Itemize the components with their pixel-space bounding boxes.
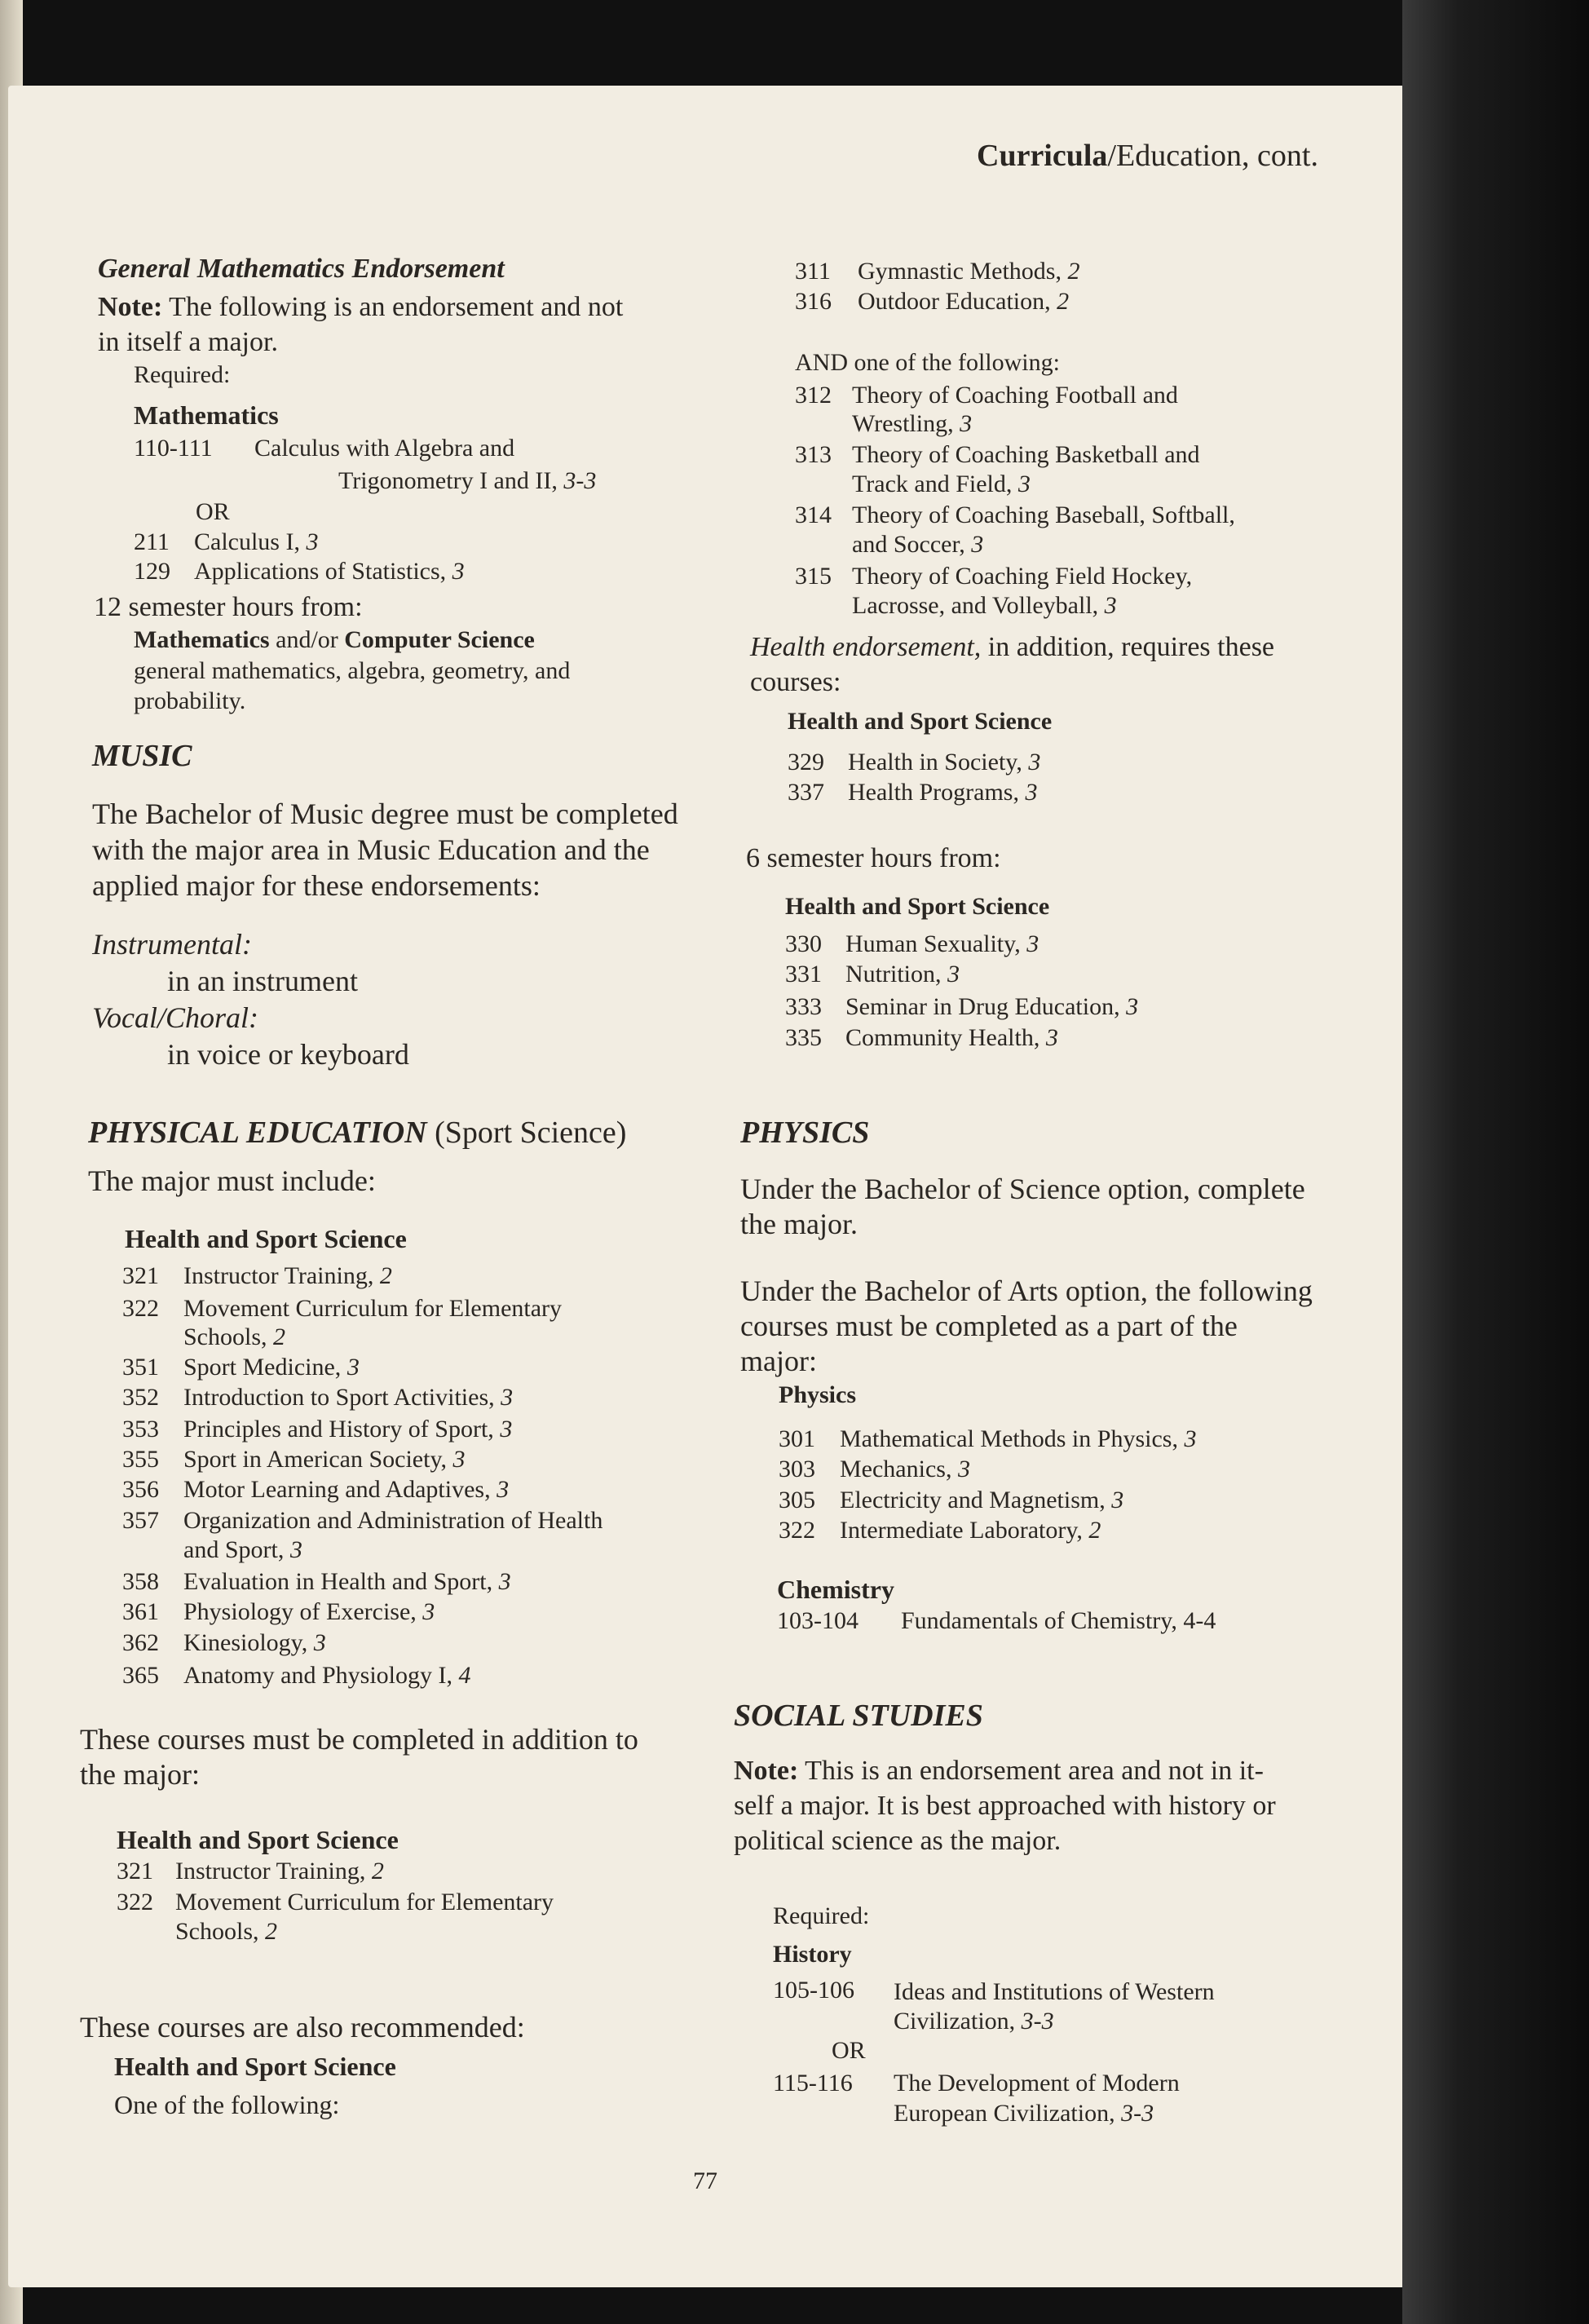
course-title-cont: [852, 594, 1117, 618]
title-text: and Sport,: [183, 1536, 285, 1563]
music-title: MUSIC: [92, 739, 192, 773]
addl-paragraph-cont: the major:: [80, 1758, 200, 1791]
course-title: Theory of Coaching Basketball and: [852, 441, 1200, 468]
course-title: Movement Curriculum for Elementary: [183, 1295, 563, 1322]
credits: 3: [960, 410, 973, 437]
social-studies-title: SOCIAL STUDIES: [734, 1699, 983, 1733]
note-label: Note:: [98, 292, 163, 322]
course-title-cont: [852, 532, 983, 557]
title-text: Wrestling,: [852, 410, 954, 437]
course-number: 353: [122, 1416, 159, 1443]
course-number: 301: [779, 1425, 815, 1452]
book-cover-edge: [1402, 0, 1589, 2324]
gme-title: General Mathematics Endorsement: [98, 254, 505, 284]
credits: 3: [497, 1476, 510, 1503]
hss-heading: Health and Sport Science: [125, 1224, 407, 1253]
credits: 2: [265, 1918, 278, 1945]
course-title: The Development of Modern: [894, 2070, 1180, 2096]
title-text: Introduction to Sport Activities,: [183, 1384, 495, 1411]
credits: 2: [273, 1323, 286, 1350]
course-number: 129: [134, 558, 170, 585]
hss-heading: Health and Sport Science: [788, 708, 1053, 735]
credits: 3: [1028, 749, 1041, 775]
pe-title-sub: (Sport Science): [426, 1116, 627, 1150]
credits: 2: [1057, 288, 1070, 315]
addl-paragraph: These courses must be completed in addition to: [80, 1723, 638, 1756]
credits: 3: [422, 1598, 435, 1625]
chemistry-heading: Chemistry: [777, 1575, 894, 1604]
credits: 2: [371, 1858, 384, 1884]
course-title: Calculus with Algebra and: [254, 435, 515, 462]
ss-note-line1: [734, 1757, 1264, 1785]
hss-heading: Health and Sport Science: [117, 1825, 399, 1854]
credits: 3-3: [1121, 2100, 1154, 2127]
music-paragraph: applied major for these endorsements:: [92, 869, 541, 902]
health-paragraph-cont: courses:: [750, 667, 841, 697]
title-text: Nutrition,: [845, 961, 942, 987]
course-number: 351: [122, 1354, 159, 1381]
course-title: [183, 1417, 512, 1442]
course-number: 105-106: [773, 1977, 854, 2004]
course-title-cont: [852, 412, 972, 436]
course-title: [183, 1663, 471, 1688]
course-title: [840, 1518, 1101, 1543]
course-number: 321: [117, 1858, 153, 1884]
course-title: [183, 1447, 466, 1472]
course-title-cont: [175, 1920, 277, 1944]
required-label: Required:: [134, 361, 231, 388]
music-paragraph: The Bachelor of Music degree must be completed: [92, 797, 678, 830]
course-title-cont: [894, 2101, 1154, 2126]
credits: 3: [498, 1568, 511, 1595]
course-number: 322: [117, 1889, 153, 1915]
gme-note-line1: [98, 294, 623, 321]
course-title: [858, 289, 1069, 314]
course-title: [183, 1600, 435, 1624]
running-header: [977, 140, 1318, 171]
credits: 3: [500, 1416, 513, 1443]
hss-heading: Health and Sport Science: [785, 893, 1050, 920]
required-label: Required:: [773, 1902, 870, 1929]
credits: 3: [452, 1446, 466, 1473]
one-of-label: One of the following:: [114, 2090, 340, 2119]
title-text: Physiology of Exercise,: [183, 1598, 417, 1625]
course-number: 313: [795, 441, 832, 468]
and-one-label: AND one of the following:: [795, 349, 1060, 376]
cs-label: Computer Science: [344, 626, 535, 653]
course-number: 331: [785, 961, 822, 987]
course-title: [183, 1264, 392, 1288]
course-title: Theory of Coaching Baseball, Softball,: [852, 501, 1235, 528]
header-curricula: Curricula: [977, 139, 1108, 173]
course-number: 352: [122, 1384, 159, 1411]
title-text: Sport Medicine,: [183, 1354, 342, 1381]
course-number: 321: [122, 1262, 159, 1289]
history-heading: History: [773, 1941, 852, 1968]
credits: 3: [1026, 930, 1039, 957]
gme-note-line2: in itself a major.: [98, 327, 278, 357]
title-text: Seminar in Drug Education,: [845, 993, 1120, 1020]
title-text: Human Sexuality,: [845, 930, 1021, 957]
course-title: Organization and Administration of Health: [183, 1507, 603, 1534]
title-text: and Soccer,: [852, 531, 965, 558]
title-text: Mechanics,: [840, 1456, 952, 1482]
credits: 3: [289, 1536, 302, 1563]
course-title: [858, 259, 1079, 284]
title-text: Motor Learning and Adaptives,: [183, 1476, 491, 1503]
course-title: [183, 1385, 513, 1410]
pe-must-include: The major must include:: [88, 1164, 376, 1197]
recommended-label: These courses are also recommended:: [80, 2011, 525, 2043]
title-text: Health Programs,: [848, 779, 1019, 806]
course-title: [840, 1457, 970, 1482]
title-text: Anatomy and Physiology I,: [183, 1662, 452, 1689]
course-title: [194, 559, 465, 584]
health-italic: Health endorsement,: [750, 632, 982, 662]
course-number: 362: [122, 1629, 159, 1656]
ba-paragraph-cont: major:: [740, 1345, 817, 1377]
credits: 3: [1045, 1024, 1058, 1051]
course-number: 329: [788, 749, 824, 775]
course-title: Ideas and Institutions of Western: [894, 1978, 1215, 2005]
course-title: [183, 1570, 511, 1594]
title-text: Principles and History of Sport,: [183, 1416, 494, 1443]
credits: 3: [346, 1354, 360, 1381]
credits: 4: [458, 1662, 471, 1689]
course-number: 335: [785, 1024, 822, 1051]
course-title: Fundamentals of Chemistry, 4-4: [901, 1607, 1216, 1634]
title-text: Track and Field,: [852, 471, 1013, 497]
health-paragraph: [750, 634, 1274, 661]
course-number: 333: [785, 993, 822, 1020]
course-title-cont: [338, 469, 596, 493]
credits: 3: [1111, 1487, 1124, 1513]
credits: 3: [501, 1384, 514, 1411]
note-text: This is an endorsement area and not in it-: [798, 1756, 1264, 1786]
credits: 3: [947, 961, 960, 987]
title-text: Evaluation in Health and Sport,: [183, 1568, 493, 1595]
instrumental-desc: in an instrument: [167, 965, 358, 997]
hss-heading: Health and Sport Science: [114, 2052, 396, 2081]
course-number: 115-116: [773, 2070, 853, 2096]
title-text: Lacrosse, and Volleyball,: [852, 592, 1099, 619]
course-number: 312: [795, 382, 832, 409]
title-text: Applications of Statistics,: [194, 558, 447, 585]
course-number: 365: [122, 1662, 159, 1689]
vocal-label: Vocal/Choral:: [92, 1001, 258, 1034]
title-text: Instructor Training,: [175, 1858, 366, 1884]
course-number: 103-104: [777, 1607, 859, 1634]
credits: 3: [1126, 993, 1139, 1020]
course-title: [194, 530, 318, 554]
bs-paragraph-cont: the major.: [740, 1208, 858, 1240]
math-cs-desc-cont: probability.: [134, 687, 246, 714]
course-number: 305: [779, 1487, 815, 1513]
header-rest: /Education, cont.: [1107, 139, 1318, 173]
physics-title: PHYSICS: [740, 1116, 870, 1150]
course-number: 337: [788, 779, 824, 806]
credits: 2: [379, 1262, 392, 1289]
course-number: 311: [795, 258, 831, 285]
or-label: OR: [196, 498, 230, 525]
title-text: Civilization,: [894, 2008, 1016, 2035]
course-number: 355: [122, 1446, 159, 1473]
credits: 3: [452, 558, 465, 585]
title-text: Calculus I,: [194, 528, 300, 555]
health-rest: in addition, requires these: [981, 632, 1275, 662]
or-label: OR: [832, 2037, 866, 2064]
title-text: Community Health,: [845, 1024, 1040, 1051]
physics-heading: Physics: [779, 1381, 857, 1408]
vocal-desc: in voice or keyboard: [167, 1038, 409, 1071]
title-text: Schools,: [183, 1323, 267, 1350]
course-title: [183, 1478, 509, 1502]
title-text: Schools,: [175, 1918, 259, 1945]
course-title: [845, 995, 1138, 1019]
title-text: Health in Society,: [848, 749, 1022, 775]
math-label: Mathematics: [134, 626, 270, 653]
credits: 3: [1017, 471, 1031, 497]
credits: 3: [1104, 592, 1117, 619]
course-number: 356: [122, 1476, 159, 1503]
title-text: Sport in American Society,: [183, 1446, 447, 1473]
course-title-cont: [183, 1538, 302, 1562]
six-semester-label: 6 semester hours from:: [746, 843, 1001, 873]
course-number: 330: [785, 930, 822, 957]
course-number: 316: [795, 288, 832, 315]
credits: 3: [306, 528, 319, 555]
course-number: 211: [134, 528, 170, 555]
pe-title: [88, 1117, 626, 1148]
semester-hours-label: 12 semester hours from:: [94, 592, 363, 622]
course-title: [845, 932, 1039, 957]
title-text: Instructor Training,: [183, 1262, 374, 1289]
credits: 3: [957, 1456, 970, 1482]
title-text: Outdoor Education,: [858, 288, 1051, 315]
bs-paragraph: Under the Bachelor of Science option, complete: [740, 1173, 1305, 1205]
credits: 3: [1025, 779, 1038, 806]
ba-paragraph-cont: courses must be completed as a part of the: [740, 1310, 1238, 1342]
credits: 3: [1184, 1425, 1197, 1452]
course-title: [175, 1859, 384, 1884]
course-title-cont: [852, 472, 1031, 497]
course-number: 315: [795, 563, 832, 590]
course-title: [848, 780, 1037, 805]
title-text: Electricity and Magnetism,: [840, 1487, 1106, 1513]
course-number: 110-111: [134, 435, 213, 462]
course-title: [840, 1488, 1123, 1513]
credits: 2: [1067, 258, 1080, 285]
course-title: Movement Curriculum for Elementary: [175, 1889, 554, 1915]
instrumental-label: Instrumental:: [92, 928, 252, 961]
title-text: Kinesiology,: [183, 1629, 308, 1656]
pe-title-main: PHYSICAL EDUCATION: [88, 1116, 427, 1150]
course-number: 314: [795, 501, 832, 528]
course-number: 357: [122, 1507, 159, 1534]
course-number: 358: [122, 1568, 159, 1595]
credits: 3: [971, 531, 984, 558]
note-text: The following is an endorsement and not: [162, 292, 624, 322]
title-text: Mathematical Methods in Physics,: [840, 1425, 1178, 1452]
page-number: 77: [693, 2167, 717, 2194]
title-text: Gymnastic Methods,: [858, 258, 1062, 285]
course-title: Theory of Coaching Field Hockey,: [852, 563, 1193, 590]
course-number: 303: [779, 1456, 815, 1482]
math-heading: Mathematics: [134, 400, 279, 430]
course-title: [183, 1631, 326, 1655]
course-number: 322: [122, 1295, 159, 1322]
andor: and/or: [269, 626, 345, 653]
ss-note-line2: self a major. It is best approached with history or: [734, 1791, 1276, 1821]
course-number: 361: [122, 1598, 159, 1625]
note-label: Note:: [734, 1756, 799, 1786]
course-title: [845, 1026, 1058, 1050]
course-number: 322: [779, 1517, 815, 1544]
course-title-cont: [183, 1325, 285, 1350]
credits: 3-3: [1021, 2008, 1054, 2035]
math-cs-line: [134, 628, 535, 652]
course-title: [848, 750, 1040, 775]
math-cs-desc: general mathematics, algebra, geometry, and: [134, 657, 571, 684]
music-paragraph: with the major area in Music Education and the: [92, 833, 650, 866]
course-title-cont: [894, 2009, 1054, 2034]
credits: 3-3: [563, 467, 597, 494]
course-title: [840, 1427, 1196, 1451]
title-text: Trigonometry I and II,: [338, 467, 558, 494]
course-title: [845, 962, 960, 987]
title-text: Intermediate Laboratory,: [840, 1517, 1083, 1544]
credits: 3: [313, 1629, 326, 1656]
course-title: [183, 1355, 360, 1380]
title-text: European Civilization,: [894, 2100, 1115, 2127]
course-title: Theory of Coaching Football and: [852, 382, 1178, 409]
ba-paragraph: Under the Bachelor of Arts option, the following: [740, 1275, 1313, 1307]
ss-note-line3: political science as the major.: [734, 1826, 1062, 1856]
credits: 2: [1088, 1517, 1101, 1544]
